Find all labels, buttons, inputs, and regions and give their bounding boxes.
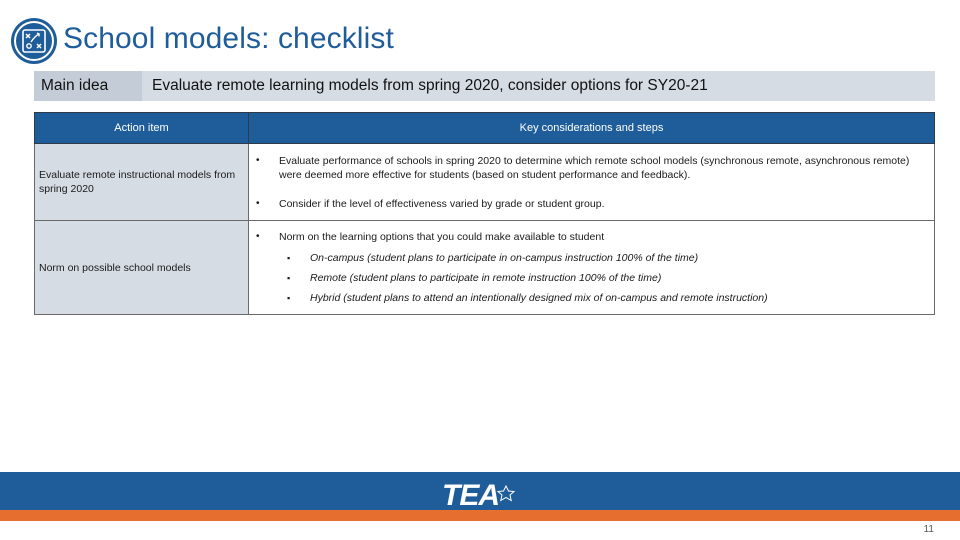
checklist-table bbox=[34, 112, 935, 315]
step-text: Consider if the level of effectiveness varied by grade or student group. bbox=[279, 197, 605, 210]
column-header-action-item: Action item bbox=[35, 113, 249, 144]
square-bullet-icon: ▪ bbox=[287, 273, 291, 283]
steps-list bbox=[249, 230, 934, 305]
main-idea-text: Evaluate remote learning models from spring 2020, consider options for SY20-21 bbox=[152, 77, 708, 94]
list-item bbox=[249, 230, 934, 305]
footer-stripe bbox=[0, 510, 960, 521]
bullet-icon: • bbox=[256, 197, 260, 209]
page-number: 11 bbox=[923, 524, 934, 535]
sub-list-item bbox=[279, 291, 914, 305]
square-bullet-icon: ▪ bbox=[287, 293, 291, 303]
bullet-icon: • bbox=[256, 154, 260, 166]
table-row bbox=[35, 221, 935, 315]
list-item bbox=[249, 154, 934, 182]
table-header-row bbox=[35, 113, 935, 144]
steps-cell bbox=[249, 221, 935, 315]
steps-cell bbox=[249, 144, 935, 221]
page-title: School models: checklist bbox=[63, 22, 394, 55]
table-row bbox=[35, 144, 935, 221]
step-text: Norm on the learning options that you could make available to student bbox=[279, 231, 605, 243]
strategy-play-icon bbox=[9, 16, 59, 66]
svg-text:TEA: TEA bbox=[442, 479, 499, 510]
sub-step-text: On-campus (student plans to participate in on-campus instruction 100% of the time) bbox=[310, 252, 699, 264]
steps-list bbox=[249, 154, 934, 211]
main-idea-label: Main idea bbox=[34, 71, 142, 101]
sub-list-item bbox=[279, 251, 914, 265]
column-header-key-considerations: Key considerations and steps bbox=[249, 113, 935, 144]
main-idea-bar bbox=[34, 71, 935, 101]
tea-logo bbox=[440, 477, 524, 510]
sub-list-item bbox=[279, 271, 914, 285]
action-item-cell: Evaluate remote instructional models from spring 2020 bbox=[35, 144, 249, 221]
action-item-cell: Norm on possible school models bbox=[35, 221, 249, 315]
step-text: Evaluate performance of schools in spring 2020 to determine which remote school models (synchronous remote, asynchronous remote) were deemed more effective for students (based on student performance and feedback). bbox=[279, 154, 910, 181]
sub-step-text: Hybrid (student plans to attend an intentionally designed mix of on-campus and remote instruction) bbox=[310, 292, 768, 304]
list-item bbox=[249, 197, 934, 211]
sub-step-text: Remote (student plans to participate in remote instruction 100% of the time) bbox=[310, 272, 662, 284]
sub-list bbox=[279, 251, 914, 305]
bullet-icon: • bbox=[256, 231, 260, 242]
square-bullet-icon: ▪ bbox=[287, 253, 291, 263]
